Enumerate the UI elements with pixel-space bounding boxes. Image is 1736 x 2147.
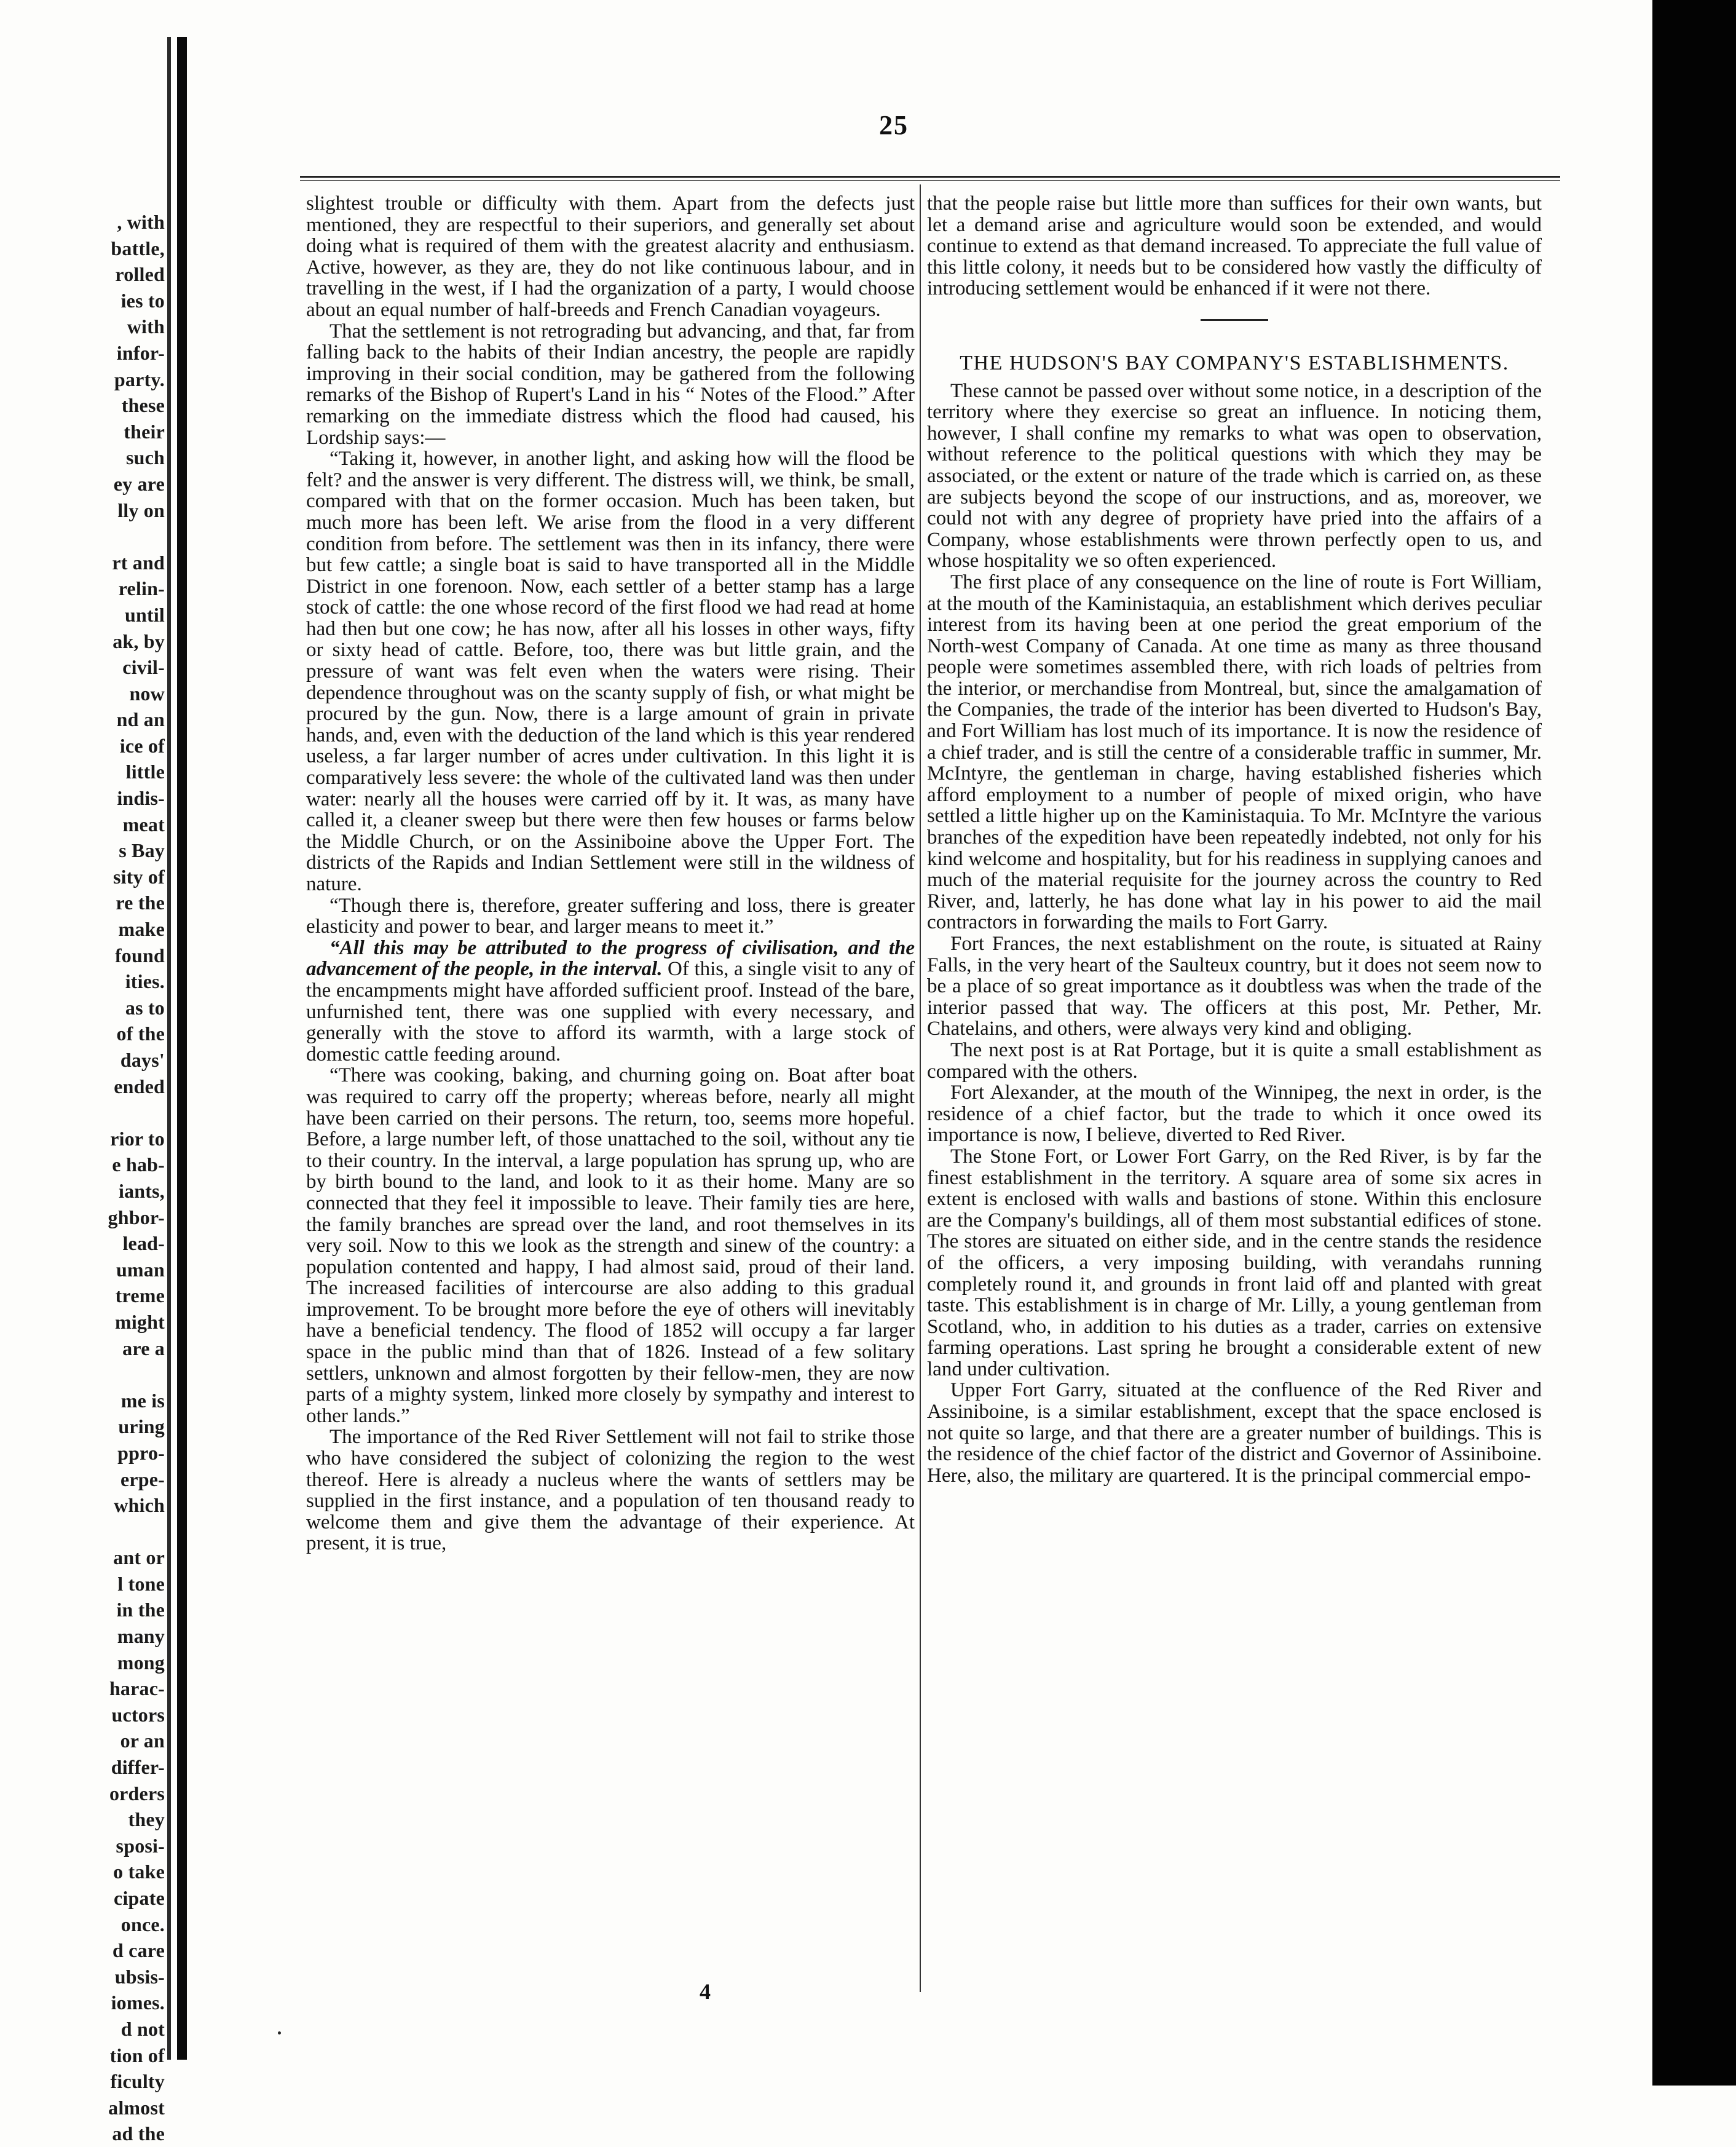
column-divider: [920, 184, 921, 1992]
adjacent-text-fragment: d not: [120, 2017, 165, 2040]
page-gutter-shadow: [167, 37, 171, 2060]
adjacent-text-fragment: civil-: [122, 656, 165, 679]
quote-paragraph-3: [306, 938, 915, 1066]
adjacent-text-fragment: treme: [115, 1284, 165, 1307]
adjacent-text-fragment: as to: [125, 996, 165, 1019]
adjacent-text-fragment: cipate: [114, 1887, 165, 1909]
adjacent-text-fragment: orders: [109, 1782, 165, 1805]
paragraph-stone-fort: The Stone Fort, or Lower Fort Garry, on the Red River, is by far the finest establishment in the territory. A square area of some six acres in extent is enclosed with walls and bastions of stone. Within this enclosure are the Company's buildings, all of them most substantial edifices of stone. The stores are situated on either side, and in the centre stands the residence of the officers, a very imposing building, with verandahs running completely round it, and grounds in front laid off and planted with great taste. This establishment is in charge of Mr. Lilly, a young gentleman from Scotland, who, in addition to his duties as a trader, carries on extensive farming operations. Last spring he brought a considerable extent of new land under cultivation.: [927, 1145, 1542, 1380]
adjacent-text-fragment: [0, 523, 165, 550]
adjacent-text-fragment: ad the: [112, 2122, 165, 2145]
adjacent-text-fragment: ppro-: [117, 1441, 165, 1464]
adjacent-text-fragment: ies to: [120, 289, 165, 312]
adjacent-text-fragment: indis-: [117, 787, 165, 810]
adjacent-text-fragment: s Bay: [119, 839, 165, 862]
adjacent-text-fragment: or an: [120, 1730, 165, 1752]
adjacent-text-fragment: almost: [108, 2096, 165, 2119]
adjacent-text-fragment: in the: [116, 1599, 165, 1621]
adjacent-text-fragment: re the: [116, 892, 165, 914]
adjacent-text-fragment: with: [127, 315, 165, 338]
adjacent-text-fragment: o take: [113, 1860, 165, 1883]
quote-paragraph-4: “There was cooking, baking, and churning going on. Boat after boat was required to carry off the property; whereas before, nearly all might have been carried on their persons. The return, too, seems more hopeful. Before, a large number left, of those unattached to the soil, without any tie to their country. In the interval, a large population has sprung up, who are by birth bound to the land, and look to it as their home. Many are so connected that they feel it impossible to leave. Their family ties are here, the family branches are spread over the land, and root themselves in its very soil. Now to this we look as the strength and sinew of the country: a population contented and happy, I had almost said, proud of their land. The increased facilities of intercourse are also adding to this gradual improvement. To be brought more before the eye of others will inevitably have a beneficial tendency. The flood of 1852 will occupy a far larger space in the public mind than that of 1826. Instead of a few solitary settlers, unknown and almost forgotten by their fellow-men, they are now parts of a mighty system, linked more closely by sympathy and interest to other lands.”: [306, 1064, 915, 1427]
paragraph-fort-alexander: Fort Alexander, at the mouth of the Winnipeg, the next in order, is the residence of a chief factor, but the trade to which it once owed its importance is now, I believe, diverted to Red River.: [927, 1081, 1542, 1147]
adjacent-text-fragment: [0, 1361, 165, 1388]
adjacent-text-fragment: tion of: [109, 2044, 165, 2066]
adjacent-text-fragment: erpe-: [120, 1468, 165, 1490]
paragraph-importance: The importance of the Red River Settlement will not fail to strike those who have considered the subject of colonizing the region to the west thereof. Here is already a nucleus where the wants of settlers may be supplied in the first instance, and a population of ten thousand ready to welcome them and give them the advantage of their experience. At present, it is true,: [306, 1426, 915, 1555]
adjacent-text-fragment: me is: [120, 1389, 165, 1412]
adjacent-text-fragment: days': [120, 1049, 165, 1071]
adjacent-text-fragment: infor-: [116, 341, 165, 364]
adjacent-text-fragment: make: [118, 918, 165, 941]
adjacent-text-fragment: ice of: [119, 734, 165, 757]
adjacent-text-fragment: sposi-: [116, 1834, 165, 1857]
adjacent-text-fragment: differ-: [111, 1756, 165, 1779]
adjacent-text-fragment: ubsis-: [114, 1965, 165, 1988]
adjacent-text-fragment: party.: [114, 368, 165, 390]
paragraph-continued: that the people raise but little more than suffices for their own wants, but let a demand arise and agriculture would soon be extended, and would continue to extend as that demand increased. To appreciate the full value of this little colony, it needs but to be considered how vastly the difficulty of introducing settlement would be enhanced if it were not there.: [927, 192, 1542, 300]
adjacent-text-fragment: they: [128, 1808, 165, 1831]
page-number: 25: [879, 110, 909, 140]
adjacent-text-fragment: l tone: [117, 1572, 165, 1595]
adjacent-text-fragment: ities.: [125, 970, 165, 993]
adjacent-text-fragment: iants,: [119, 1179, 165, 1202]
adjacent-text-fragment: once.: [120, 1913, 165, 1935]
scan-speck: [278, 2031, 281, 2034]
paragraph-upper-fort-garry: Upper Fort Garry, situated at the confluence of the Red River and Assiniboine, is a similar establishment, except that the space enclosed is not quite so large, and that there are a greater number of buildings. This is the residence of the chief factor of the district and Governor of Assiniboine. Here, also, the military are quartered. It is the principal commercial empo-: [927, 1379, 1542, 1487]
adjacent-text-fragment: [0, 1519, 165, 1545]
section-heading: THE HUDSON'S BAY COMPANY'S ESTABLISHMENTS.: [960, 351, 1509, 374]
adjacent-text-fragment: ended: [114, 1075, 165, 1097]
text-column-left: [306, 193, 915, 1554]
adjacent-text-fragment: ficulty: [110, 2070, 165, 2093]
adjacent-text-fragment: battle,: [111, 237, 165, 259]
adjacent-text-fragment: little: [125, 761, 165, 783]
adjacent-text-fragment: are a: [122, 1337, 165, 1359]
adjacent-text-fragment: ant or: [113, 1546, 165, 1569]
adjacent-text-fragment: mong: [117, 1651, 165, 1674]
adjacent-text-fragment: meat: [122, 813, 165, 836]
adjacent-text-fragment: harac-: [109, 1677, 165, 1700]
adjacent-text-fragment: ey are: [113, 472, 165, 495]
paragraph-rat-portage: The next post is at Rat Portage, but it is quite a small establishment as compared with the others.: [927, 1038, 1542, 1083]
text-column-right: [927, 193, 1542, 1486]
adjacent-text-fragment: now: [129, 682, 165, 705]
adjacent-text-fragment: until: [124, 603, 165, 626]
adjacent-text-fragment: d care: [112, 1939, 165, 1962]
adjacent-text-fragment: iomes.: [111, 1991, 165, 2014]
adjacent-text-fragment: relin-: [118, 577, 165, 600]
adjacent-text-fragment: rolled: [115, 263, 165, 286]
adjacent-text-fragment: might: [115, 1310, 165, 1333]
paragraph-2: That the settlement is not retrograding but advancing, and that, far from falling back to the habits of their Indian ancestry, the people are rapidly improving in their social condition, may be gathered from the following remarks of the Bishop of Rupert's Land in his “ Notes of the Flood.” After remarking on the immediate distress which the flood had caused, his Lordship says:—: [306, 320, 915, 449]
header-rule: [300, 176, 1560, 178]
adjacent-text-fragment: found: [114, 944, 165, 967]
adjacent-text-fragment: lly on: [117, 499, 165, 521]
paragraph-1: slightest trouble or difficulty with them. Apart from the defects just mentioned, they are respectful to their superiors, and generally set about doing what is required of them with the greatest alacrity and enthusiasm. Active, however, as they are, they do not like continuous labour, and in travelling in the west, if I had the organization of a party, I would choose about an equal number of half-breeds and French Canadian voyageurs.: [306, 192, 915, 321]
adjacent-text-fragment: rior to: [110, 1127, 165, 1150]
adjacent-page-text-fragments: [0, 209, 165, 2147]
adjacent-text-fragment: their: [124, 420, 165, 443]
adjacent-text-fragment: uctors: [111, 1703, 165, 1726]
signature-mark: 4: [700, 1979, 711, 2004]
section-separator: [1201, 319, 1268, 321]
page-gutter-rule: [177, 37, 187, 2060]
adjacent-text-fragment: nd an: [116, 708, 165, 731]
paragraph-establishments-intro: These cannot be passed over without some notice, in a description of the territory where they exercise so great an influence. In noticing them, however, I shall confine my remarks to what was open to observation, without reference to the political questions with which they may be associated, or the extent or nature of the trade which is carried on, as these are subjects beyond the scope of our instructions, and as, moreover, we could not with any degree of propriety have pried into the affairs of a Company, whose establishments were thrown perfectly open to us, and whose hospitality we so often experienced.: [927, 379, 1542, 572]
header-rule-thin: [300, 180, 1560, 181]
adjacent-text-fragment: uman: [116, 1258, 165, 1281]
adjacent-text-fragment: such: [125, 446, 165, 469]
adjacent-text-fragment: ghbor-: [108, 1206, 165, 1228]
adjacent-text-fragment: lead-: [122, 1232, 165, 1255]
adjacent-text-fragment: rt and: [112, 551, 165, 574]
scan-right-border: [1652, 0, 1736, 2086]
adjacent-text-fragment: many: [117, 1625, 165, 1648]
adjacent-text-fragment: uring: [118, 1415, 165, 1438]
adjacent-text-fragment: of the: [116, 1022, 165, 1045]
adjacent-text-fragment: , with: [117, 211, 165, 233]
adjacent-page-margin: [0, 0, 184, 2145]
italic-quote-lead: “All this may be attributed to the progress of civilisation, and the advancement of the people, in the interval.: [306, 936, 915, 981]
quote-paragraph-1: “Taking it, however, in another light, and asking how will the flood be felt? and the answer is very different. The distress will, we think, be small, compared with that on the former occasion. Much has been taken, but much more has been left. We arise from the flood in a very different condition from before. The settlement was then in its infancy, there were but few cattle; a single boat is said to have transported all in the Middle District in one forenoon. Now, each settler of a better stamp has a large stock of cattle: the one whose record of the first flood we had read at home had then but one cow; he has now, after all his losses in other ways, fifty or sixty head of cattle. Before, too, there was but little grain, and the pressure of want was felt even when the waters were rising. Their dependence throughout was on the scanty supply of fish, or what might be procured by the gun. Now, there is a large amount of grain in private hands, and, even with the deduction of the land which is this year rendered useless, a far larger number of acres under cultivation. In this light it is comparatively less severe: the whole of the cultivated land was then under water: nearly all the houses were carried off by it. It was, as many have called it, a cleaner sweep but there were then few houses or farms below the Middle Church, or on the Assiniboine above the Upper Fort. The districts of the Rapids and Indian Settlement were still in the wildness of nature.: [306, 448, 915, 895]
adjacent-text-fragment: these: [121, 394, 165, 417]
quote-continuation: Of this, a single visit to any of the encampments might have afforded sufficient proof. Instead of the bare, unfurnished tent, there was one supplied with every necessary, and generally with the stove to afford its warmth, with a large stock of domestic cattle feeding around.: [306, 958, 915, 1066]
adjacent-text-fragment: which: [114, 1494, 165, 1517]
adjacent-text-fragment: [0, 1099, 165, 1126]
adjacent-text-fragment: sity of: [112, 865, 165, 888]
paragraph-fort-frances: Fort Frances, the next establishment on the route, is situated at Rainy Falls, in the very heart of the Saulteux country, but it does not seem now to be a place of so great importance as it doubtless was when the trade of the interior passed that way. The officers at this post, Mr. Pether, Mr. Chatelains, and others, were always very kind and obliging.: [927, 933, 1542, 1040]
paragraph-fort-william: The first place of any consequence on the line of route is Fort William, at the mouth of the Kaministaquia, an establishment which derives peculiar interest from its having been at one period the great emporium of the North-west Company of Canada. At one time as many as three thousand people were sometimes assembled there, with rich loads of peltries from the interior, or merchandise from Montreal, but, since the amalgamation of the Companies, the trade of the interior has been diverted to Hudson's Bay, and Fort William has lost much of its importance. It is now the residence of a chief trader, and is still the centre of a considerable traffic in summer, Mr. McIntyre, the gentleman in charge, having established fisheries which afford employment to a number of people of mixed origin, who have settled a little higher up on the Kaministaquia. To Mr. McIntyre the various branches of the expedition have been repeatedly indebted, not only for his kind welcome and hospitality, but for his readiness in supplying canoes and much of the material requisite for the journey across the country to Red River, and, latterly, he has done what lay in his power to aid the mail contractors in forwarding the mails to Fort Garry.: [927, 571, 1542, 934]
quote-paragraph-2: “Though there is, therefore, greater suffering and loss, there is greater elasticity and power to bear, and larger means to meet it.”: [306, 894, 915, 938]
adjacent-text-fragment: ak, by: [112, 630, 165, 652]
adjacent-text-fragment: e hab-: [112, 1153, 165, 1176]
